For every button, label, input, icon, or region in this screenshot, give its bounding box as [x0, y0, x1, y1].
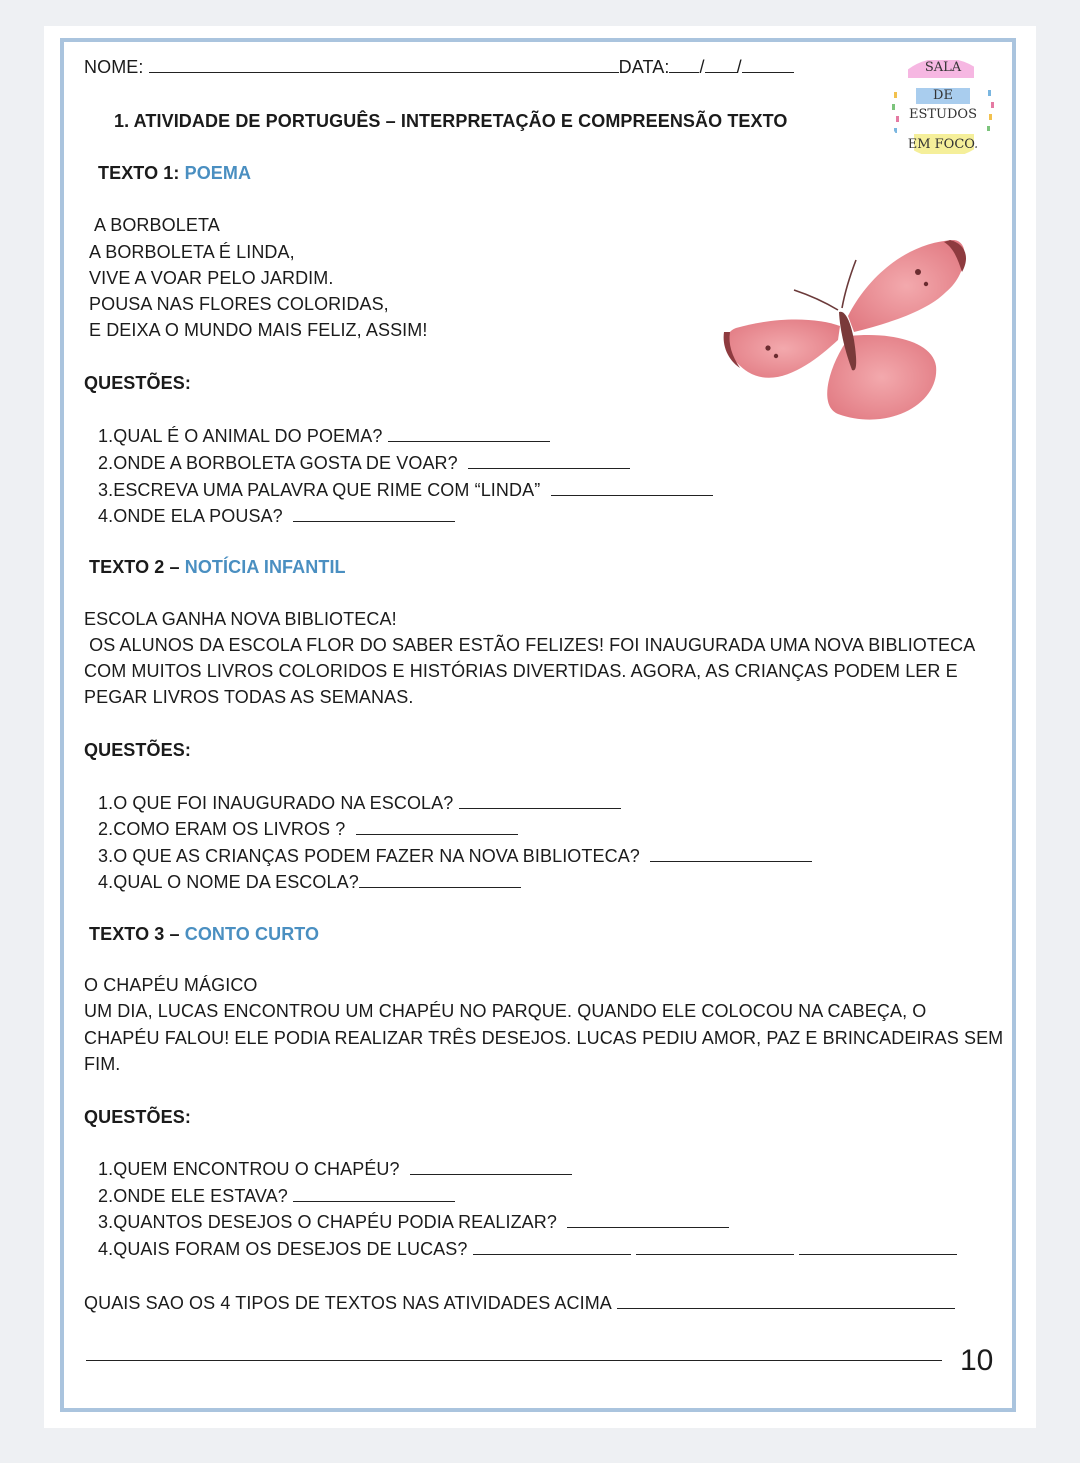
- question-text: ONDE A BORBOLETA GOSTA DE VOAR?: [113, 453, 458, 473]
- question-item: 3.ESCREVA UMA PALAVRA QUE RIME COM “LINDA”: [98, 479, 713, 501]
- question-item: 4.QUAL O NOME DA ESCOLA?: [98, 871, 521, 893]
- butterfly-antennae: [794, 260, 856, 310]
- date-separator: /: [736, 57, 742, 77]
- texto3-type: CONTO CURTO: [184, 924, 320, 944]
- texto2-type: NOTÍCIA INFANTIL: [184, 557, 346, 577]
- sala-de-estudos-logo: [888, 58, 998, 158]
- answer-blank[interactable]: [356, 818, 518, 835]
- butterfly-left-wing: [726, 320, 840, 378]
- heading-separator: –: [164, 557, 185, 577]
- questions-label: QUESTÕES:: [84, 740, 191, 760]
- question-text: ESCREVA UMA PALAVRA QUE RIME COM “LINDA”: [113, 480, 541, 500]
- question-text: ONDE ELA POUSA?: [113, 506, 283, 526]
- story-body-line: UM DIA, LUCAS ENCONTROU UM CHAPÉU NO PARQUE. QUANDO ELE COLOCOU NA CABEÇA, O: [84, 1001, 927, 1021]
- answer-blank[interactable]: [650, 845, 812, 862]
- page-number: 10: [960, 1344, 994, 1377]
- news-body-line: PEGAR LIVROS TODAS AS SEMANAS.: [84, 687, 414, 707]
- answer-blank[interactable]: [473, 1238, 631, 1255]
- answer-blank-long[interactable]: [86, 1360, 942, 1361]
- question-text: QUAIS FORAM OS DESEJOS DE LUCAS?: [113, 1239, 468, 1259]
- answer-blank[interactable]: [293, 1185, 455, 1202]
- texto3-label: TEXTO 3: [89, 924, 165, 944]
- answer-blank[interactable]: [459, 792, 621, 809]
- texto1-type: POEMA: [184, 163, 252, 183]
- poem-line: VIVE A VOAR PELO JARDIM.: [89, 268, 334, 288]
- question-item: 2.ONDE A BORBOLETA GOSTA DE VOAR?: [98, 452, 630, 474]
- answer-blank[interactable]: [359, 871, 521, 888]
- question-text: O QUE FOI INAUGURADO NA ESCOLA?: [113, 793, 454, 813]
- question-item: 3.O QUE AS CRIANÇAS PODEM FAZER NA NOVA BIBLIOTECA?: [98, 845, 812, 867]
- nome-row: [84, 56, 794, 78]
- answer-blank[interactable]: [617, 1292, 955, 1309]
- question-text: COMO ERAM OS LIVROS ?: [113, 819, 346, 839]
- texto1-label: TEXTO 1: [98, 163, 174, 183]
- texto2-label: TEXTO 2: [89, 557, 165, 577]
- nome-label: NOME:: [84, 57, 144, 77]
- answer-blank[interactable]: [551, 479, 713, 496]
- butterfly-illustration: [718, 236, 978, 432]
- logo-text-em-foco: EM FOCO.: [907, 137, 979, 152]
- story-body-line: FIM.: [84, 1054, 121, 1074]
- question-item: 2.ONDE ELE ESTAVA?: [98, 1185, 455, 1207]
- question-item: 1.QUEM ENCONTROU O CHAPÉU?: [98, 1158, 572, 1180]
- question-item: 2.COMO ERAM OS LIVROS ?: [98, 818, 518, 840]
- wing-spot: [924, 282, 928, 286]
- poem-line: A BORBOLETA É LINDA,: [89, 242, 295, 262]
- questions-label: QUESTÕES:: [84, 1107, 191, 1127]
- question-item: 1.O QUE FOI INAUGURADO NA ESCOLA?: [98, 792, 621, 814]
- final-question: [84, 1292, 955, 1314]
- data-day-blank[interactable]: [669, 56, 699, 73]
- answer-blank[interactable]: [636, 1238, 794, 1255]
- nome-blank[interactable]: [149, 56, 619, 73]
- date-separator: /: [699, 57, 705, 77]
- heading-separator: :: [173, 163, 185, 183]
- story-body-line: CHAPÉU FALOU! ELE PODIA REALIZAR TRÊS DESEJOS. LUCAS PEDIU AMOR, PAZ E BRINCADEIRAS SEM: [84, 1028, 1004, 1048]
- question-text: O QUE AS CRIANÇAS PODEM FAZER NA NOVA BIBLIOTECA?: [113, 846, 640, 866]
- answer-blank[interactable]: [468, 452, 630, 469]
- butterfly-upper-right-wing: [848, 240, 965, 332]
- question-text: ONDE ELE ESTAVA?: [113, 1186, 288, 1206]
- page-title: 1. ATIVIDADE DE PORTUGUÊS – INTERPRETAÇÃO E COMPREENSÃO TEXTO: [114, 111, 788, 131]
- question-item: 3.QUANTOS DESEJOS O CHAPÉU PODIA REALIZAR?: [98, 1211, 729, 1233]
- question-item: 1.QUAL É O ANIMAL DO POEMA?: [98, 425, 550, 447]
- wing-spot: [765, 345, 770, 350]
- question-text: QUEM ENCONTROU O CHAPÉU?: [113, 1159, 400, 1179]
- answer-blank[interactable]: [799, 1238, 957, 1255]
- answer-blank[interactable]: [388, 425, 550, 442]
- question-item: 4.ONDE ELA POUSA?: [98, 505, 455, 527]
- question-text: QUANTOS DESEJOS O CHAPÉU PODIA REALIZAR?: [113, 1212, 557, 1232]
- news-body-line: COM MUITOS LIVROS COLORIDOS E HISTÓRIAS DIVERTIDAS. AGORA, AS CRIANÇAS PODEM LER E: [84, 661, 958, 681]
- wing-spot: [774, 354, 778, 358]
- heading-separator: –: [164, 924, 185, 944]
- poem-line: POUSA NAS FLORES COLORIDAS,: [89, 294, 389, 314]
- texto3-heading: [89, 924, 319, 945]
- answer-blank[interactable]: [567, 1211, 729, 1228]
- question-text: QUAL É O ANIMAL DO POEMA?: [113, 426, 383, 446]
- butterfly-lower-wing: [827, 335, 936, 420]
- answer-blank[interactable]: [410, 1158, 572, 1175]
- texto1-heading: [98, 163, 251, 184]
- wing-spot: [915, 269, 921, 275]
- answer-blank[interactable]: [293, 505, 455, 522]
- logo-text-sala: SALA: [924, 60, 962, 75]
- news-headline: ESCOLA GANHA NOVA BIBLIOTECA!: [84, 609, 397, 629]
- questions-label: QUESTÕES:: [84, 373, 191, 393]
- logo-text-de: DE: [933, 88, 953, 103]
- poem-line: E DEIXA O MUNDO MAIS FELIZ, ASSIM!: [89, 320, 428, 340]
- final-question-text: QUAIS SAO OS 4 TIPOS DE TEXTOS NAS ATIVIDADES ACIMA: [84, 1293, 612, 1313]
- data-year-blank[interactable]: [742, 56, 794, 73]
- news-body-line: OS ALUNOS DA ESCOLA FLOR DO SABER ESTÃO FELIZES! FOI INAUGURADA UMA NOVA BIBLIOTECA: [84, 635, 976, 655]
- poem-title: A BORBOLETA: [94, 215, 220, 235]
- question-item: 4.QUAIS FORAM OS DESEJOS DE LUCAS?: [98, 1238, 957, 1260]
- data-month-blank[interactable]: [705, 56, 737, 73]
- logo-text-estudos: ESTUDOS: [908, 107, 977, 122]
- texto2-heading: [89, 557, 346, 578]
- data-label: DATA:: [618, 57, 670, 77]
- story-title: O CHAPÉU MÁGICO: [84, 975, 258, 995]
- question-text: QUAL O NOME DA ESCOLA?: [113, 872, 359, 892]
